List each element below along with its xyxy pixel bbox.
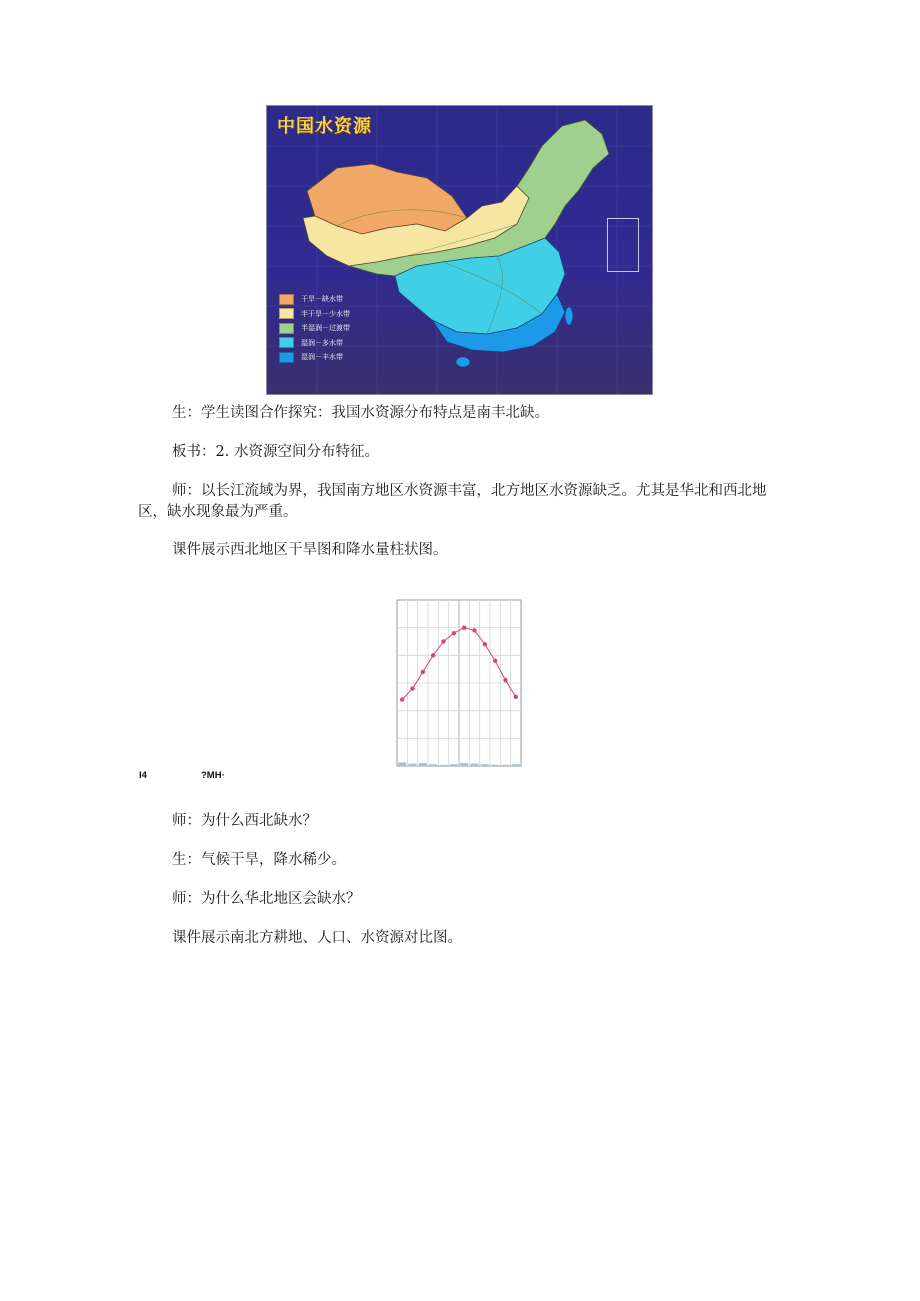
- chart-caption-right: ?MH·: [201, 770, 225, 781]
- paragraph-2: 板书：2. 水资源空间分布特征。: [172, 444, 379, 460]
- chart-bar: [409, 764, 417, 766]
- south-china-sea-inset: [607, 218, 639, 272]
- region-taiwan: [565, 307, 573, 325]
- chart-point: [493, 659, 497, 663]
- map-legend: [279, 292, 350, 365]
- chart-point: [472, 628, 476, 632]
- legend-label: 半干旱－少水带: [301, 309, 350, 318]
- legend-swatch: [279, 337, 294, 348]
- legend-label: 半湿润－过渡带: [301, 324, 350, 333]
- chart-bar: [502, 765, 510, 766]
- climate-chart: [395, 598, 523, 768]
- chart-bar: [419, 763, 427, 766]
- chart-point: [483, 642, 487, 646]
- legend-item: [279, 321, 350, 336]
- region-hainan: [456, 357, 470, 367]
- paragraph-5: 师：为什么西北缺水？: [172, 813, 317, 829]
- chart-point: [441, 639, 445, 643]
- paragraph-6: 生：气候干旱，降水稀少。: [172, 852, 346, 868]
- chart-point: [452, 631, 456, 635]
- legend-item: [279, 292, 350, 307]
- chart-point: [431, 653, 435, 657]
- chart-point: [514, 695, 518, 699]
- chart-bar: [481, 764, 489, 766]
- legend-label: 湿润－丰水带: [301, 353, 343, 362]
- legend-item: [279, 307, 350, 322]
- chart-point: [462, 625, 466, 629]
- legend-swatch: [279, 308, 294, 319]
- paragraph-3: 师：以长江流域为界，我国南方地区水资源丰富，北方地区水资源缺乏。尤其是华北和西北地区，缺水现象最为严重。: [138, 483, 767, 520]
- legend-swatch: [279, 352, 294, 363]
- chart-bar: [450, 764, 458, 766]
- legend-swatch: [279, 323, 294, 334]
- legend-item: [279, 350, 350, 365]
- map-title: 中国水资源: [277, 116, 372, 137]
- legend-label: 干旱－缺水带: [301, 295, 343, 304]
- chart-bar: [512, 764, 520, 766]
- paragraph-8: 课件展示南北方耕地、人口、水资源对比图。: [172, 930, 462, 946]
- legend-swatch: [279, 294, 294, 305]
- chart-caption-left: I4: [139, 770, 147, 781]
- chart-point: [503, 678, 507, 682]
- chart-point: [410, 686, 414, 690]
- chart-point: [421, 670, 425, 674]
- paragraph-4: 课件展示西北地区干旱图和降水量柱状图。: [172, 542, 448, 558]
- china-water-resources-map: [266, 105, 653, 395]
- chart-bar: [429, 764, 437, 766]
- chart-bar: [398, 762, 406, 766]
- chart-bar: [491, 765, 499, 766]
- paragraph-7: 师：为什么华北地区会缺水？: [172, 891, 361, 907]
- chart-bar: [460, 763, 468, 766]
- legend-item: [279, 336, 350, 351]
- chart-bar: [440, 765, 448, 766]
- chart-bar: [471, 764, 479, 766]
- climate-chart-svg: [395, 598, 523, 768]
- legend-label: 湿润－多水带: [301, 338, 343, 347]
- paragraph-1: 生：学生读图合作探究：我国水资源分布特点是南丰北缺。: [172, 405, 549, 421]
- chart-point: [400, 697, 404, 701]
